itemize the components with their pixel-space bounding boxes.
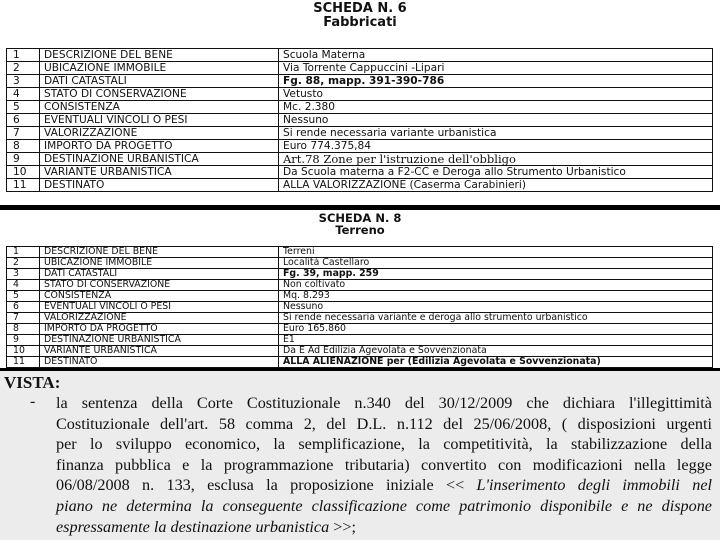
table-row [7, 280, 713, 291]
row-label: IMPORTO DA PROGETTO [40, 140, 279, 153]
row-label: VARIANTE URBANISTICA [40, 166, 279, 179]
table-row [7, 302, 713, 313]
row-label: EVENTUALI VINCOLI O PESI [40, 302, 279, 313]
row-label: UBICAZIONE IMMOBILE [40, 258, 279, 269]
row-number: 8 [7, 140, 40, 153]
row-number: 9 [7, 153, 40, 166]
row-value: Fg. 39, mapp. 259 [279, 269, 713, 280]
table-row [7, 49, 713, 62]
table-row [7, 62, 713, 75]
row-number: 6 [7, 302, 40, 313]
row-number: 8 [7, 324, 40, 335]
row-number: 3 [7, 269, 40, 280]
vista-panel [0, 371, 720, 540]
row-number: 9 [7, 335, 40, 346]
row-value: Mc. 2.380 [279, 101, 713, 114]
row-number: 4 [7, 280, 40, 291]
row-value: Nessuno [279, 114, 713, 127]
row-number: 11 [7, 179, 40, 192]
paragraph-line: per lo sviluppo economico, la semplificazione, la competitività, la stabilizzazione della [56, 435, 712, 454]
row-label: VALORIZZAZIONE [40, 313, 279, 324]
scheda-6-panel [0, 0, 720, 205]
row-value: Nessuno [279, 302, 713, 313]
table-row [7, 166, 713, 179]
row-number: 5 [7, 291, 40, 302]
row-value: Scuola Materna [279, 49, 713, 62]
row-value: Da E Ad Edilizia Agevolata e Sovvenzionata [279, 346, 713, 357]
row-label: DATI CATASTALI [40, 75, 279, 88]
table-row [7, 127, 713, 140]
vista-paragraph [56, 393, 712, 537]
row-number: 5 [7, 101, 40, 114]
quote-text: piano ne determina la conseguente classificazione come patrimonio disponibile e ne dispone [56, 496, 712, 515]
row-label: CONSISTENZA [40, 101, 279, 114]
row-value: ALLA ALIENAZIONE per (Edilizia Agevolata e Sovvenzionata) [279, 357, 713, 368]
row-label: VARIANTE URBANISTICA [40, 346, 279, 357]
row-value: Da Scuola materna a F2-CC e Deroga allo Strumento Urbanistico [279, 166, 713, 179]
row-label: DATI CATASTALI [40, 269, 279, 280]
vista-heading: VISTA: [4, 373, 61, 392]
row-label: DESTINATO [40, 357, 279, 368]
row-number: 4 [7, 88, 40, 101]
row-value: Si rende necessaria variante urbanistica [279, 127, 713, 140]
row-number: 2 [7, 62, 40, 75]
scheda-8-title [0, 210, 720, 236]
scheda-8-type: Terreno [335, 223, 385, 238]
row-number: 3 [7, 75, 40, 88]
line-text: 06/08/2008 n. 133, esclusa la proposizione iniziale << [56, 476, 477, 495]
paragraph-line: finanza pubblica e la programmazione tributaria) convertito con modificazioni nella legge [56, 455, 712, 474]
row-value: Euro 774.375,84 [279, 140, 713, 153]
row-value: ALLA VALORIZZAZIONE (Caserma Carabinieri) [279, 179, 713, 192]
scheda-8-table [6, 246, 713, 368]
scheda-8-panel [0, 210, 720, 368]
row-value: E1 [279, 335, 713, 346]
row-label: DESTINATO [40, 179, 279, 192]
row-value: Non coltivato [279, 280, 713, 291]
scheda-8-number: SCHEDA N. 8 [318, 211, 402, 225]
row-number: 2 [7, 258, 40, 269]
row-number: 11 [7, 357, 40, 368]
row-label: DESCRIZIONE DEL BENE [40, 49, 279, 62]
row-value: Si rende necessaria variante e deroga allo strumento urbanistico [279, 313, 713, 324]
row-number: 1 [7, 49, 40, 62]
row-value: Mq. 8.293 [279, 291, 713, 302]
row-label: DESTINAZIONE URBANISTICA [40, 335, 279, 346]
table-row [7, 291, 713, 302]
table-row [7, 258, 713, 269]
scheda-6-number: SCHEDA N. 6 [313, 1, 407, 16]
scheda-6-table [6, 48, 713, 192]
row-label: STATO DI CONSERVAZIONE [40, 88, 279, 101]
row-number: 7 [7, 313, 40, 324]
row-label: CONSISTENZA [40, 291, 279, 302]
paragraph-line [56, 517, 712, 538]
table-row [7, 346, 713, 357]
table-row [7, 335, 713, 346]
table-row [7, 88, 713, 101]
line-end: >>; [329, 517, 357, 536]
table-row [7, 75, 713, 88]
row-value: Località Castellaro [279, 258, 713, 269]
scheda-6-type: Fabbricati [323, 14, 397, 30]
row-value: Euro 165.860 [279, 324, 713, 335]
row-number: 10 [7, 346, 40, 357]
row-number: 7 [7, 127, 40, 140]
paragraph-line: Costituzionale dell'art. 58 comma 2, del D.L. n.112 del 25/06/2008, ( disposizioni urgenti [56, 414, 712, 433]
paragraph-line: la sentenza della Corte Costituzionale n.340 del 30/12/2009 che dichiara l'illegittimità [56, 394, 712, 412]
row-label: DESCRIZIONE DEL BENE [40, 247, 279, 258]
paragraph-line [56, 475, 712, 496]
table-row [7, 101, 713, 114]
row-label: STATO DI CONSERVAZIONE [40, 280, 279, 291]
table-row [7, 269, 713, 280]
row-number: 10 [7, 166, 40, 179]
table-row [7, 324, 713, 335]
row-value: Via Torrente Cappuccini -Lipari [279, 62, 713, 75]
table-row [7, 313, 713, 324]
table-row [7, 179, 713, 192]
row-label: EVENTUALI VINCOLI O PESI [40, 114, 279, 127]
row-label: UBICAZIONE IMMOBILE [40, 62, 279, 75]
table-row [7, 247, 713, 258]
scheda-6-title [0, 0, 720, 29]
row-value: Vetusto [279, 88, 713, 101]
row-value: Art.78 Zone per l'istruzione dell'obbligo [279, 153, 713, 166]
row-value: Fg. 88, mapp. 391-390-786 [279, 75, 713, 88]
row-label: IMPORTO DA PROGETTO [40, 324, 279, 335]
row-number: 1 [7, 247, 40, 258]
table-row [7, 140, 713, 153]
table-row [7, 357, 713, 368]
quote-text: espressamente la destinazione urbanistica [56, 517, 330, 536]
row-label: DESTINAZIONE URBANISTICA [40, 153, 279, 166]
table-row [7, 114, 713, 127]
bullet-dash: - [30, 393, 36, 410]
quote-text: L'inserimento degli immobili nel [476, 476, 712, 495]
row-label: VALORIZZAZIONE [40, 127, 279, 140]
row-number: 6 [7, 114, 40, 127]
paragraph-line [56, 496, 712, 517]
row-value: Terreni [279, 247, 713, 258]
table-row [7, 153, 713, 166]
